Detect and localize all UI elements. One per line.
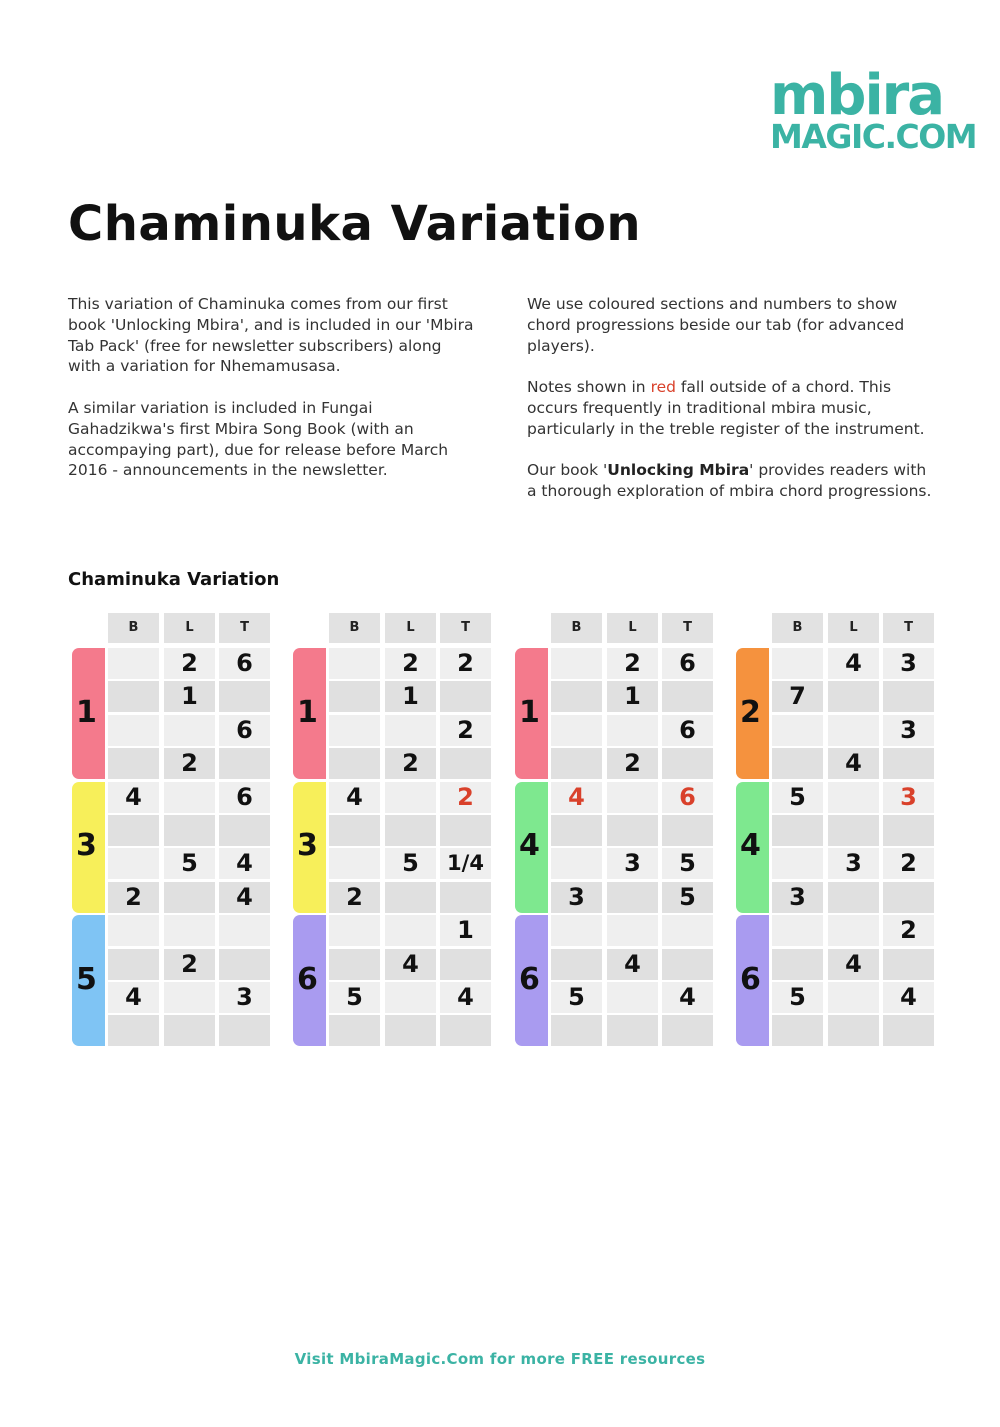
tab-cell — [772, 848, 823, 879]
tab-note: 2 — [181, 949, 198, 978]
tab-cell — [607, 882, 658, 913]
column-header: B — [772, 613, 823, 643]
tab-cell — [883, 882, 934, 913]
tab-note: 1 — [402, 682, 419, 711]
tab-cell — [329, 848, 380, 879]
logo-line-1: mbira — [770, 63, 944, 128]
tab-cell — [551, 949, 602, 980]
tab-note: 3 — [789, 882, 806, 911]
tab-cell — [772, 1015, 823, 1046]
tab-note: 4 — [679, 983, 696, 1011]
intro-paragraph — [527, 377, 937, 439]
tab-cell — [828, 681, 879, 712]
footer-text[interactable]: Visit MbiraMagic.Com for more FREE resources — [294, 1350, 706, 1368]
tab-cell — [662, 949, 713, 980]
tab-note: 2 — [457, 782, 474, 811]
text-segment: ' provides readers with a thorough exploration of mbira chord progressions. — [527, 461, 932, 501]
tab-grid — [293, 613, 493, 1045]
column-header: B — [329, 613, 380, 643]
column-header: L — [164, 613, 215, 643]
tab-note: 3 — [845, 849, 862, 878]
tab-note: 5 — [679, 882, 696, 911]
tab-cell — [385, 915, 436, 946]
tab-note: 6 — [679, 649, 696, 677]
tab-cell — [440, 1015, 491, 1046]
tab-cell — [440, 949, 491, 980]
tab-cell — [828, 782, 879, 813]
book-title: Unlocking Mbira — [607, 461, 750, 480]
chord-bar — [293, 915, 326, 1046]
tab-cell — [385, 1015, 436, 1046]
logo-line-2: MAGIC.COM — [770, 117, 977, 156]
tab-note: 2 — [624, 749, 641, 778]
tab-cell — [385, 782, 436, 813]
tab-note: 4 — [457, 983, 474, 1011]
tab-cell — [329, 681, 380, 712]
tab-cell — [828, 982, 879, 1013]
tab-note: 5 — [346, 983, 363, 1011]
tab-cell — [440, 882, 491, 913]
column-header: B — [108, 613, 159, 643]
tab-note: 3 — [900, 782, 917, 811]
column-header: T — [440, 613, 491, 643]
tab-note: 2 — [402, 649, 419, 677]
chord-number: 4 — [740, 828, 761, 864]
tab-note: 1/4 — [447, 851, 484, 876]
tab-note: 2 — [346, 882, 363, 911]
tab-cell — [108, 681, 159, 712]
tab-cell — [164, 782, 215, 813]
tab-cell — [828, 1015, 879, 1046]
tab-cell — [219, 748, 270, 779]
tab-cell — [385, 882, 436, 913]
tab-note: 4 — [845, 749, 862, 778]
tab-note: 2 — [457, 715, 474, 744]
chord-number: 4 — [519, 828, 540, 864]
tab-cell — [219, 1015, 270, 1046]
intro-paragraph: This variation of Chaminuka comes from our first book 'Unlocking Mbira', and is included in our 'Mbira Tab Pack' (free for newsletter subscribers) along with a variation for Nhemamusasa. — [68, 295, 474, 376]
chord-bar — [72, 648, 105, 779]
tab-cell — [108, 815, 159, 846]
tab-note: 2 — [181, 749, 198, 778]
tab-note: 1 — [624, 682, 641, 711]
chord-number: 1 — [76, 694, 97, 730]
tab-note: 2 — [900, 916, 917, 945]
tab-grid — [736, 613, 936, 1045]
chord-bar — [72, 782, 105, 913]
tab-cell — [164, 715, 215, 746]
tab-note: 2 — [402, 749, 419, 778]
mbiramagic-logo — [770, 63, 977, 156]
tab-note: 1 — [181, 682, 198, 711]
tab-cell — [607, 982, 658, 1013]
intro-right-column — [527, 294, 937, 523]
red-word: red — [650, 378, 676, 397]
tab-note: 5 — [679, 849, 696, 878]
tab-cell — [329, 748, 380, 779]
tab-cell — [219, 681, 270, 712]
tab-cell — [772, 715, 823, 746]
tab-cell — [164, 1015, 215, 1046]
tab-note: 6 — [679, 782, 696, 811]
tab-cell — [329, 648, 380, 679]
tab-cell — [329, 815, 380, 846]
tab-section-title: Chaminuka Variation — [68, 569, 280, 590]
tab-cell — [329, 915, 380, 946]
tab-note: 6 — [679, 715, 696, 744]
column-header: T — [662, 613, 713, 643]
tab-cell — [385, 715, 436, 746]
tab-note: 7 — [789, 682, 806, 711]
tab-cell — [772, 815, 823, 846]
tab-note: 3 — [568, 882, 585, 911]
column-header: L — [385, 613, 436, 643]
tab-note: 4 — [624, 949, 641, 978]
text-segment: Our book ' — [527, 461, 608, 480]
chord-bar — [736, 648, 769, 779]
tab-cell — [828, 915, 879, 946]
tab-note: 3 — [624, 849, 641, 878]
chord-bar — [736, 915, 769, 1046]
chord-bar — [72, 915, 105, 1046]
chord-number: 3 — [297, 828, 318, 864]
text-segment: fall outside of a chord. This occurs frequently in traditional mbira music, particularly in the treble register of the instrument. — [527, 378, 925, 438]
chord-bar — [515, 648, 548, 779]
tab-note: 2 — [125, 882, 142, 911]
tab-note: 2 — [624, 649, 641, 677]
tab-cell — [164, 915, 215, 946]
chord-bar — [293, 648, 326, 779]
intro-paragraph — [527, 460, 937, 502]
column-header: T — [883, 613, 934, 643]
tab-note: 5 — [568, 983, 585, 1011]
tab-cell — [164, 882, 215, 913]
tab-cell — [662, 815, 713, 846]
tab-note: 3 — [236, 983, 253, 1011]
tab-cell — [662, 681, 713, 712]
tab-cell — [551, 748, 602, 779]
tab-cell — [551, 1015, 602, 1046]
tab-cell — [164, 815, 215, 846]
tab-cell — [772, 949, 823, 980]
tab-note: 4 — [568, 782, 585, 811]
chord-number: 1 — [519, 694, 540, 730]
tab-cell — [108, 848, 159, 879]
tab-cell — [828, 815, 879, 846]
tab-cell — [108, 748, 159, 779]
page-title: Chaminuka Variation — [68, 196, 642, 252]
tab-cell — [883, 949, 934, 980]
tab-cell — [551, 648, 602, 679]
tab-cell — [219, 949, 270, 980]
tab-cell — [662, 915, 713, 946]
chord-bar — [293, 782, 326, 913]
tab-cell — [883, 748, 934, 779]
chord-number: 3 — [76, 828, 97, 864]
tab-cell — [551, 815, 602, 846]
tab-note: 2 — [900, 849, 917, 878]
chord-bar — [736, 782, 769, 913]
tab-note: 6 — [236, 649, 253, 677]
tab-cell — [662, 1015, 713, 1046]
tab-grid — [72, 613, 272, 1045]
tab-cell — [385, 815, 436, 846]
tab-cell — [108, 715, 159, 746]
tab-cell — [607, 815, 658, 846]
tab-note: 4 — [236, 849, 253, 878]
tab-cell — [108, 915, 159, 946]
tab-note: 4 — [346, 782, 363, 811]
intro-paragraph: We use coloured sections and numbers to show chord progressions beside our tab (for advanced players). — [527, 295, 905, 355]
tab-cell — [883, 1015, 934, 1046]
tab-note: 5 — [181, 849, 198, 878]
tab-note: 3 — [900, 649, 917, 677]
tab-cell — [883, 815, 934, 846]
tab-note: 5 — [789, 782, 806, 811]
chord-number: 6 — [519, 961, 540, 997]
chord-number: 6 — [297, 961, 318, 997]
tab-cell — [828, 715, 879, 746]
tab-note: 2 — [181, 649, 198, 677]
tab-note: 6 — [236, 715, 253, 744]
tab-note: 2 — [457, 649, 474, 677]
tab-cell — [440, 681, 491, 712]
tab-cell — [108, 648, 159, 679]
tab-note: 6 — [236, 782, 253, 811]
tab-note: 4 — [125, 782, 142, 811]
intro-paragraph: A similar variation is included in Fungai Gahadzikwa's first Mbira Song Book (with an accompaying part), due for release before March 2016 - announcements in the newsletter. — [68, 398, 449, 480]
tab-note: 4 — [402, 949, 419, 978]
tab-cell — [219, 815, 270, 846]
chord-bar — [515, 782, 548, 913]
chord-bar — [515, 915, 548, 1046]
tab-cell — [551, 715, 602, 746]
tab-cell — [440, 748, 491, 779]
intro-left-column — [68, 294, 478, 502]
tab-grid — [515, 613, 715, 1045]
chord-number: 2 — [740, 694, 761, 730]
chord-number: 5 — [76, 961, 97, 997]
chord-number: 6 — [740, 961, 761, 997]
tab-cell — [108, 1015, 159, 1046]
tab-note: 4 — [125, 983, 142, 1011]
tab-cell — [607, 715, 658, 746]
column-header: T — [219, 613, 270, 643]
tab-cell — [551, 915, 602, 946]
tab-cell — [329, 949, 380, 980]
column-header: L — [607, 613, 658, 643]
tab-cell — [164, 982, 215, 1013]
column-header: L — [828, 613, 879, 643]
tab-cell — [607, 782, 658, 813]
tab-cell — [607, 915, 658, 946]
tab-cell — [219, 915, 270, 946]
tab-cell — [883, 681, 934, 712]
tab-note: 5 — [789, 983, 806, 1011]
tab-cell — [607, 1015, 658, 1046]
tab-note: 4 — [900, 983, 917, 1011]
tab-cell — [108, 949, 159, 980]
tab-note: 3 — [900, 715, 917, 744]
tab-note: 1 — [457, 916, 474, 945]
tab-note: 5 — [402, 849, 419, 878]
tab-cell — [772, 915, 823, 946]
tab-note: 4 — [845, 949, 862, 978]
tab-cell — [551, 848, 602, 879]
chord-number: 1 — [297, 694, 318, 730]
tab-cell — [551, 681, 602, 712]
tab-note: 4 — [236, 882, 253, 911]
tab-cell — [772, 748, 823, 779]
tab-cell — [329, 715, 380, 746]
tab-cell — [662, 748, 713, 779]
tab-cell — [828, 882, 879, 913]
tab-note: 4 — [845, 649, 862, 677]
tab-cell — [385, 982, 436, 1013]
text-segment: Notes shown in — [527, 378, 651, 397]
tab-cell — [440, 815, 491, 846]
tab-cell — [772, 648, 823, 679]
column-header: B — [551, 613, 602, 643]
tab-cell — [329, 1015, 380, 1046]
